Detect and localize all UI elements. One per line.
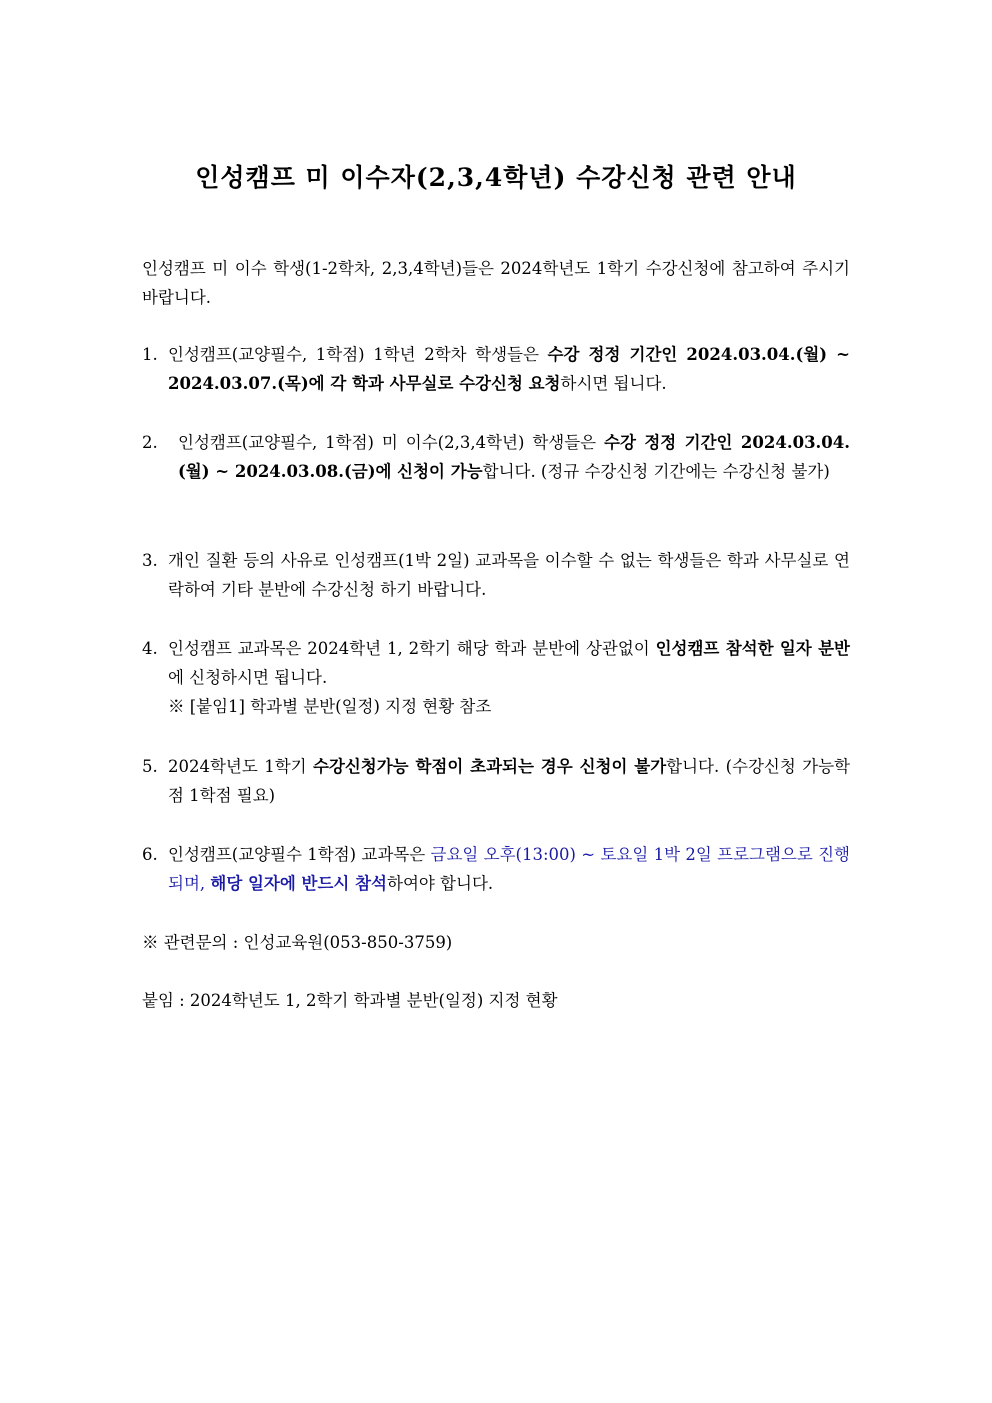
item-body: 개인 질환 등의 사유로 인성캠프(1박 2일) 교과목을 이수할 수 없는 학생들은 학과 사무실로 연락하여 기타 분반에 수강신청 하기 바랍니다. — [168, 551, 850, 599]
reference-note: ※ [붙임1] 학과별 분반(일정) 지정 현황 참조 — [168, 697, 492, 716]
blue-bold-highlight-text: 해당 일자에 반드시 참석 — [210, 874, 387, 893]
list-item-3 — [142, 546, 850, 604]
item-number: 4. — [142, 639, 158, 658]
blue-highlight-text: 금요일 오후(13:00) ~ 토요일 1박 2일 프로그램으로 진행되며, — [168, 845, 850, 893]
attachment-line: 붙임 : 2024학년도 1, 2학기 학과별 분반(일정) 지정 현황 — [142, 991, 558, 1010]
item-number: 2. — [142, 433, 158, 452]
document-title: 인성캠프 미 이수자(2,3,4학년) 수강신청 관련 안내 — [195, 163, 797, 192]
item-body: 인성캠프(교양필수, 1학점) 미 이수(2,3,4학년) 학생들은 수강 정정 기간인 2024.03.04.(월) ~ 2024.03.08.(금)에 신청이 가능합니다. (정규 수강신청 기간에는 수강신청 불가) — [178, 433, 851, 481]
contact-line: ※ 관련문의 : 인성교육원(053-850-3759) — [142, 933, 453, 952]
item-number: 6. — [142, 845, 158, 864]
list-item-4 — [142, 634, 850, 721]
list-item-5 — [142, 752, 850, 810]
highlight-text: 수강 정정 기간인 2024.03.04.(월) ~ 2024.03.08.(금)에 신청이 가능 — [178, 433, 851, 481]
highlight-text: 수강신청가능 학점이 초과되는 경우 신청이 불가 — [312, 757, 667, 776]
item-body: 인성캠프(교양필수 1학점) 교과목은 금요일 오후(13:00) ~ 토요일 1박 2일 프로그램으로 진행되며, 해당 일자에 반드시 참석하여야 합니다. — [168, 845, 850, 893]
item-body: 인성캠프 교과목은 2024학년 1, 2학기 해당 학과 분반에 상관없이 인성캠프 참석한 일자 분반에 신청하시면 됩니다. ※ [붙임1] 학과별 분반(일정) 지정 현황 참조 — [168, 634, 850, 721]
item-body: 인성캠프(교양필수, 1학점) 1학년 2학차 학생들은 수강 정정 기간인 2024.03.04.(월) ~ 2024.03.07.(목)에 각 학과 사무실로 수강신청 요청하시면 됩니다. — [168, 345, 850, 393]
item-number: 5. — [142, 757, 158, 776]
highlight-text: 인성캠프 참석한 일자 분반 — [655, 639, 850, 658]
item-body: 2024학년도 1학기 수강신청가능 학점이 초과되는 경우 신청이 불가합니다. (수강신청 가능학점 1학점 필요) — [168, 757, 850, 805]
list-item-6 — [142, 840, 850, 898]
item-number: 3. — [142, 551, 158, 570]
intro-paragraph: 인성캠프 미 이수 학생(1-2학차, 2,3,4학년)들은 2024학년도 1학기 수강신청에 참고하여 주시기 바랍니다. — [142, 259, 850, 307]
list-item-1 — [142, 340, 850, 398]
list-item-2 — [142, 428, 850, 486]
highlight-text: 수강 정정 기간인 2024.03.04.(월) ~ 2024.03.07.(목)에 각 학과 사무실로 수강신청 요청 — [168, 345, 850, 393]
item-number: 1. — [142, 345, 158, 364]
